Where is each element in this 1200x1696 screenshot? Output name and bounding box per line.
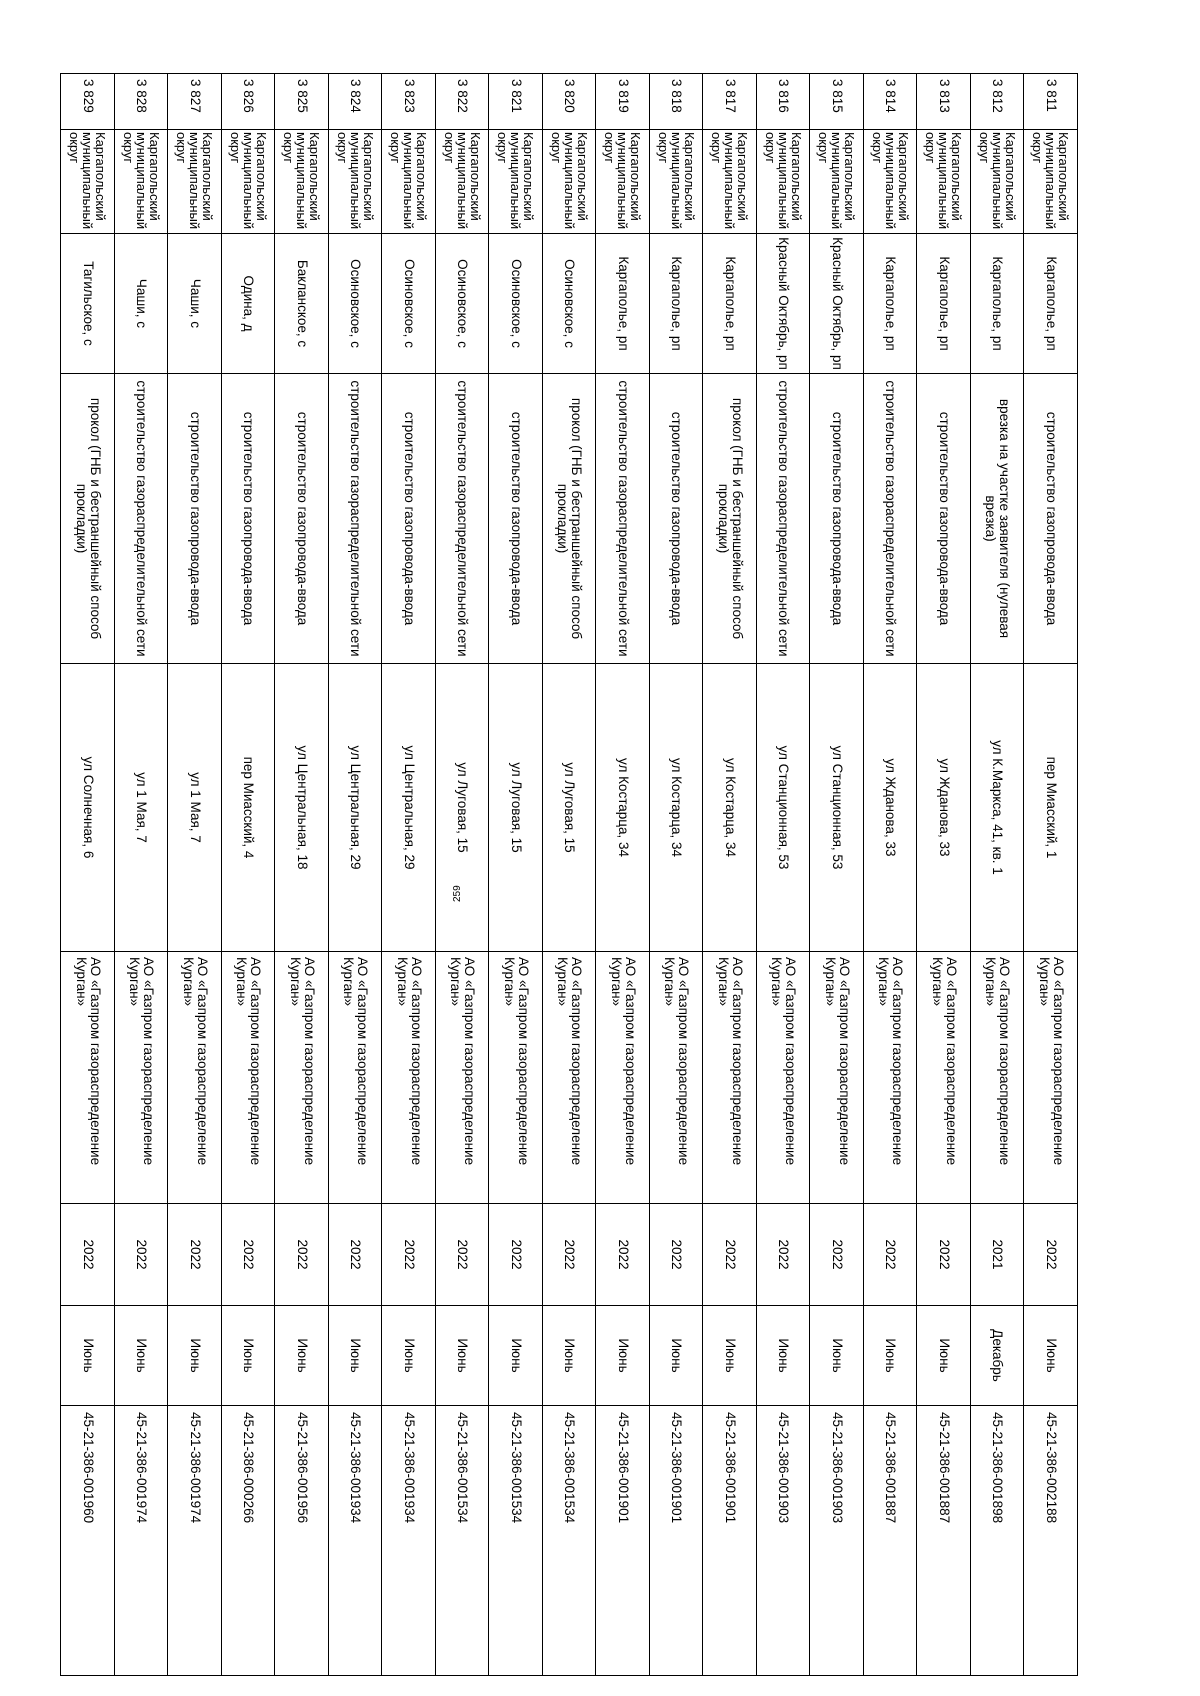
year-cell: 2022: [275, 1204, 329, 1306]
organization-cell: АО «Газпром газораспределение Курган»: [810, 952, 864, 1204]
address-cell: ул Солнечная, 6: [61, 664, 115, 952]
work-type-cell: строительство газораспределительной сети: [329, 374, 383, 664]
code-cell: 45-21-386-001903: [757, 1406, 811, 1676]
address-cell: ул Луговая, 15: [543, 664, 597, 952]
district-cell: Каргапольский муниципальный округ: [275, 130, 329, 234]
table-row: [382, 74, 436, 1676]
row-number-cell: 3 829: [61, 74, 115, 130]
settlement-cell: Осиновское, с: [543, 234, 597, 374]
organization-cell: АО «Газпром газораспределение Курган»: [222, 952, 276, 1204]
district-cell: Каргапольский муниципальный округ: [650, 130, 704, 234]
settlement-cell: Каргаполье, рп: [971, 234, 1025, 374]
row-number-cell: 3 821: [489, 74, 543, 130]
settlement-cell: Чаши, с: [115, 234, 169, 374]
code-cell: 45-21-386-001974: [115, 1406, 169, 1676]
year-cell: 2022: [917, 1204, 971, 1306]
code-cell: 45-21-386-001934: [329, 1406, 383, 1676]
address-cell: ул 1 Мая, 7: [168, 664, 222, 952]
page-number: 259: [452, 885, 463, 902]
month-cell: Июнь: [382, 1306, 436, 1406]
work-type-cell: строительство газораспределительной сети: [757, 374, 811, 664]
year-cell: 2022: [382, 1204, 436, 1306]
month-cell: Июнь: [543, 1306, 597, 1406]
table-row: [168, 74, 222, 1676]
work-type-cell: строительство газопровода-ввода: [650, 374, 704, 664]
month-cell: Июнь: [810, 1306, 864, 1406]
code-cell: 45-21-386-001901: [596, 1406, 650, 1676]
year-cell: 2022: [329, 1204, 383, 1306]
row-number-cell: 3 817: [703, 74, 757, 130]
table-row: [275, 74, 329, 1676]
code-cell: 45-21-386-001956: [275, 1406, 329, 1676]
work-type-cell: прокол (ГНБ и бестраншейный способ прокладки): [703, 374, 757, 664]
code-cell: 45-21-386-001934: [382, 1406, 436, 1676]
address-cell: ул Костарца, 34: [703, 664, 757, 952]
organization-cell: АО «Газпром газораспределение Курган»: [864, 952, 918, 1204]
settlement-cell: Осиновское, с: [436, 234, 490, 374]
month-cell: Июнь: [436, 1306, 490, 1406]
address-cell: ул Жданова, 33: [864, 664, 918, 952]
year-cell: 2022: [810, 1204, 864, 1306]
gasification-table: [61, 73, 1079, 1676]
settlement-cell: Чаши, с: [168, 234, 222, 374]
table-row: [489, 74, 543, 1676]
year-cell: 2022: [543, 1204, 597, 1306]
organization-cell: АО «Газпром газораспределение Курган»: [971, 952, 1025, 1204]
table-row: [650, 74, 704, 1676]
month-cell: Декабрь: [971, 1306, 1025, 1406]
address-cell: ул Центральная, 29: [382, 664, 436, 952]
table-row: [703, 74, 757, 1676]
year-cell: 2022: [703, 1204, 757, 1306]
work-type-cell: строительство газораспределительной сети: [115, 374, 169, 664]
year-cell: 2022: [864, 1204, 918, 1306]
organization-cell: АО «Газпром газораспределение Курган»: [917, 952, 971, 1204]
code-cell: 45-21-386-002188: [1024, 1406, 1078, 1676]
organization-cell: АО «Газпром газораспределение Курган»: [703, 952, 757, 1204]
settlement-cell: Красный Октябрь, рп: [757, 234, 811, 374]
row-number-cell: 3 818: [650, 74, 704, 130]
work-type-cell: прокол (ГНБ и бестраншейный способ прокладки): [61, 374, 115, 664]
organization-cell: АО «Газпром газораспределение Курган»: [436, 952, 490, 1204]
table-row: [329, 74, 383, 1676]
district-cell: Каргапольский муниципальный округ: [596, 130, 650, 234]
row-number-cell: 3 825: [275, 74, 329, 130]
month-cell: Июнь: [222, 1306, 276, 1406]
code-cell: 45-21-386-001901: [703, 1406, 757, 1676]
year-cell: 2022: [757, 1204, 811, 1306]
work-type-cell: строительство газораспределительной сети: [596, 374, 650, 664]
month-cell: Июнь: [61, 1306, 115, 1406]
work-type-cell: строительство газопровода-ввода: [917, 374, 971, 664]
district-cell: Каргапольский муниципальный округ: [329, 130, 383, 234]
row-number-cell: 3 824: [329, 74, 383, 130]
work-type-cell: прокол (ГНБ и бестраншейный способ прокладки): [543, 374, 597, 664]
address-cell: ул Станционная, 53: [757, 664, 811, 952]
settlement-cell: Бакланское, с: [275, 234, 329, 374]
month-cell: Июнь: [650, 1306, 704, 1406]
district-cell: Каргапольский муниципальный округ: [917, 130, 971, 234]
table-row: [971, 74, 1025, 1676]
organization-cell: АО «Газпром газораспределение Курган»: [596, 952, 650, 1204]
row-number-cell: 3 814: [864, 74, 918, 130]
month-cell: Июнь: [596, 1306, 650, 1406]
organization-cell: АО «Газпром газораспределение Курган»: [168, 952, 222, 1204]
code-cell: 45-21-386-001534: [543, 1406, 597, 1676]
address-cell: ул Станционная, 53: [810, 664, 864, 952]
row-number-cell: 3 819: [596, 74, 650, 130]
month-cell: Июнь: [864, 1306, 918, 1406]
row-number-cell: 3 826: [222, 74, 276, 130]
row-number-cell: 3 815: [810, 74, 864, 130]
table-row: [917, 74, 971, 1676]
year-cell: 2022: [168, 1204, 222, 1306]
code-cell: 45-21-386-001903: [810, 1406, 864, 1676]
settlement-cell: Каргаполье, рп: [917, 234, 971, 374]
organization-cell: АО «Газпром газораспределение Курган»: [115, 952, 169, 1204]
organization-cell: АО «Газпром газораспределение Курган»: [275, 952, 329, 1204]
address-cell: ул 1 Мая, 7: [115, 664, 169, 952]
year-cell: 2022: [115, 1204, 169, 1306]
organization-cell: АО «Газпром газораспределение Курган»: [61, 952, 115, 1204]
year-cell: 2022: [61, 1204, 115, 1306]
month-cell: Июнь: [489, 1306, 543, 1406]
year-cell: 2022: [1024, 1204, 1078, 1306]
month-cell: Июнь: [703, 1306, 757, 1406]
district-cell: Каргапольский муниципальный округ: [382, 130, 436, 234]
address-cell: ул Жданова, 33: [917, 664, 971, 952]
settlement-cell: Осиновское, с: [489, 234, 543, 374]
address-cell: ул Центральная, 18: [275, 664, 329, 952]
district-cell: Каргапольский муниципальный округ: [971, 130, 1025, 234]
district-cell: Каргапольский муниципальный округ: [489, 130, 543, 234]
year-cell: 2022: [650, 1204, 704, 1306]
address-cell: ул Костарца, 34: [650, 664, 704, 952]
address-cell: ул Луговая, 15: [436, 664, 490, 952]
district-cell: Каргапольский муниципальный округ: [436, 130, 490, 234]
address-cell: ул К.Маркса, 41, кв. 1: [971, 664, 1025, 952]
district-cell: Каргапольский муниципальный округ: [222, 130, 276, 234]
work-type-cell: строительство газопровода-ввода: [382, 374, 436, 664]
code-cell: 45-21-386-001901: [650, 1406, 704, 1676]
settlement-cell: Красный Октябрь, рп: [810, 234, 864, 374]
organization-cell: АО «Газпром газораспределение Курган»: [757, 952, 811, 1204]
settlement-cell: Каргаполье, рп: [596, 234, 650, 374]
year-cell: 2022: [489, 1204, 543, 1306]
rotated-table-wrapper: [62, 73, 1078, 1675]
settlement-cell: Каргаполье, рп: [864, 234, 918, 374]
month-cell: Июнь: [329, 1306, 383, 1406]
settlement-cell: Осиновское, с: [329, 234, 383, 374]
work-type-cell: строительство газопровода-ввода: [1024, 374, 1078, 664]
code-cell: 45-21-386-000266: [222, 1406, 276, 1676]
settlement-cell: Каргаполье, рп: [703, 234, 757, 374]
year-cell: 2022: [436, 1204, 490, 1306]
district-cell: Каргапольский муниципальный округ: [864, 130, 918, 234]
month-cell: Июнь: [757, 1306, 811, 1406]
work-type-cell: строительство газопровода-ввода: [810, 374, 864, 664]
organization-cell: АО «Газпром газораспределение Курган»: [329, 952, 383, 1204]
district-cell: Каргапольский муниципальный округ: [757, 130, 811, 234]
table-row: [757, 74, 811, 1676]
work-type-cell: строительство газораспределительной сети: [864, 374, 918, 664]
month-cell: Июнь: [275, 1306, 329, 1406]
table-row: [864, 74, 918, 1676]
row-number-cell: 3 823: [382, 74, 436, 130]
table-body: [61, 74, 1078, 1676]
district-cell: Каргапольский муниципальный округ: [543, 130, 597, 234]
month-cell: Июнь: [168, 1306, 222, 1406]
month-cell: Июнь: [115, 1306, 169, 1406]
table-row: [115, 74, 169, 1676]
table-row: [222, 74, 276, 1676]
address-cell: ул Луговая, 15: [489, 664, 543, 952]
code-cell: 45-21-386-001534: [436, 1406, 490, 1676]
work-type-cell: строительство газопровода-ввода: [275, 374, 329, 664]
work-type-cell: строительство газопровода-ввода: [168, 374, 222, 664]
table-row: [1024, 74, 1078, 1676]
organization-cell: АО «Газпром газораспределение Курган»: [1024, 952, 1078, 1204]
table-row: [61, 74, 115, 1676]
address-cell: ул Центральная, 29: [329, 664, 383, 952]
row-number-cell: 3 816: [757, 74, 811, 130]
code-cell: 45-21-386-001960: [61, 1406, 115, 1676]
settlement-cell: Каргаполье, рп: [1024, 234, 1078, 374]
district-cell: Каргапольский муниципальный округ: [115, 130, 169, 234]
organization-cell: АО «Газпром газораспределение Курган»: [489, 952, 543, 1204]
month-cell: Июнь: [1024, 1306, 1078, 1406]
table-row: [436, 74, 490, 1676]
address-cell: пер Миасский, 4: [222, 664, 276, 952]
district-cell: Каргапольский муниципальный округ: [810, 130, 864, 234]
table-row: [810, 74, 864, 1676]
code-cell: 45-21-386-001898: [971, 1406, 1025, 1676]
address-cell: ул Костарца, 34: [596, 664, 650, 952]
row-number-cell: 3 813: [917, 74, 971, 130]
code-cell: 45-21-386-001534: [489, 1406, 543, 1676]
district-cell: Каргапольский муниципальный округ: [61, 130, 115, 234]
year-cell: 2022: [596, 1204, 650, 1306]
year-cell: 2021: [971, 1204, 1025, 1306]
table-row: [596, 74, 650, 1676]
code-cell: 45-21-386-001974: [168, 1406, 222, 1676]
month-cell: Июнь: [917, 1306, 971, 1406]
row-number-cell: 3 827: [168, 74, 222, 130]
district-cell: Каргапольский муниципальный округ: [703, 130, 757, 234]
code-cell: 45-21-386-001887: [864, 1406, 918, 1676]
code-cell: 45-21-386-001887: [917, 1406, 971, 1676]
district-cell: Каргапольский муниципальный округ: [168, 130, 222, 234]
organization-cell: АО «Газпром газораспределение Курган»: [382, 952, 436, 1204]
settlement-cell: Каргаполье, рп: [650, 234, 704, 374]
row-number-cell: 3 820: [543, 74, 597, 130]
work-type-cell: строительство газораспределительной сети: [436, 374, 490, 664]
settlement-cell: Осиновское, с: [382, 234, 436, 374]
settlement-cell: Одина, д: [222, 234, 276, 374]
year-cell: 2022: [222, 1204, 276, 1306]
organization-cell: АО «Газпром газораспределение Курган»: [650, 952, 704, 1204]
address-cell: пер Миасский, 1: [1024, 664, 1078, 952]
settlement-cell: Тагильское, с: [61, 234, 115, 374]
organization-cell: АО «Газпром газораспределение Курган»: [543, 952, 597, 1204]
work-type-cell: врезка на участке заявителя (нулевая врезка): [971, 374, 1025, 664]
row-number-cell: 3 811: [1024, 74, 1078, 130]
row-number-cell: 3 822: [436, 74, 490, 130]
row-number-cell: 3 828: [115, 74, 169, 130]
row-number-cell: 3 812: [971, 74, 1025, 130]
district-cell: Каргапольский муниципальный округ: [1024, 130, 1078, 234]
table-row: [543, 74, 597, 1676]
work-type-cell: строительство газопровода-ввода: [489, 374, 543, 664]
work-type-cell: строительство газопровода-ввода: [222, 374, 276, 664]
